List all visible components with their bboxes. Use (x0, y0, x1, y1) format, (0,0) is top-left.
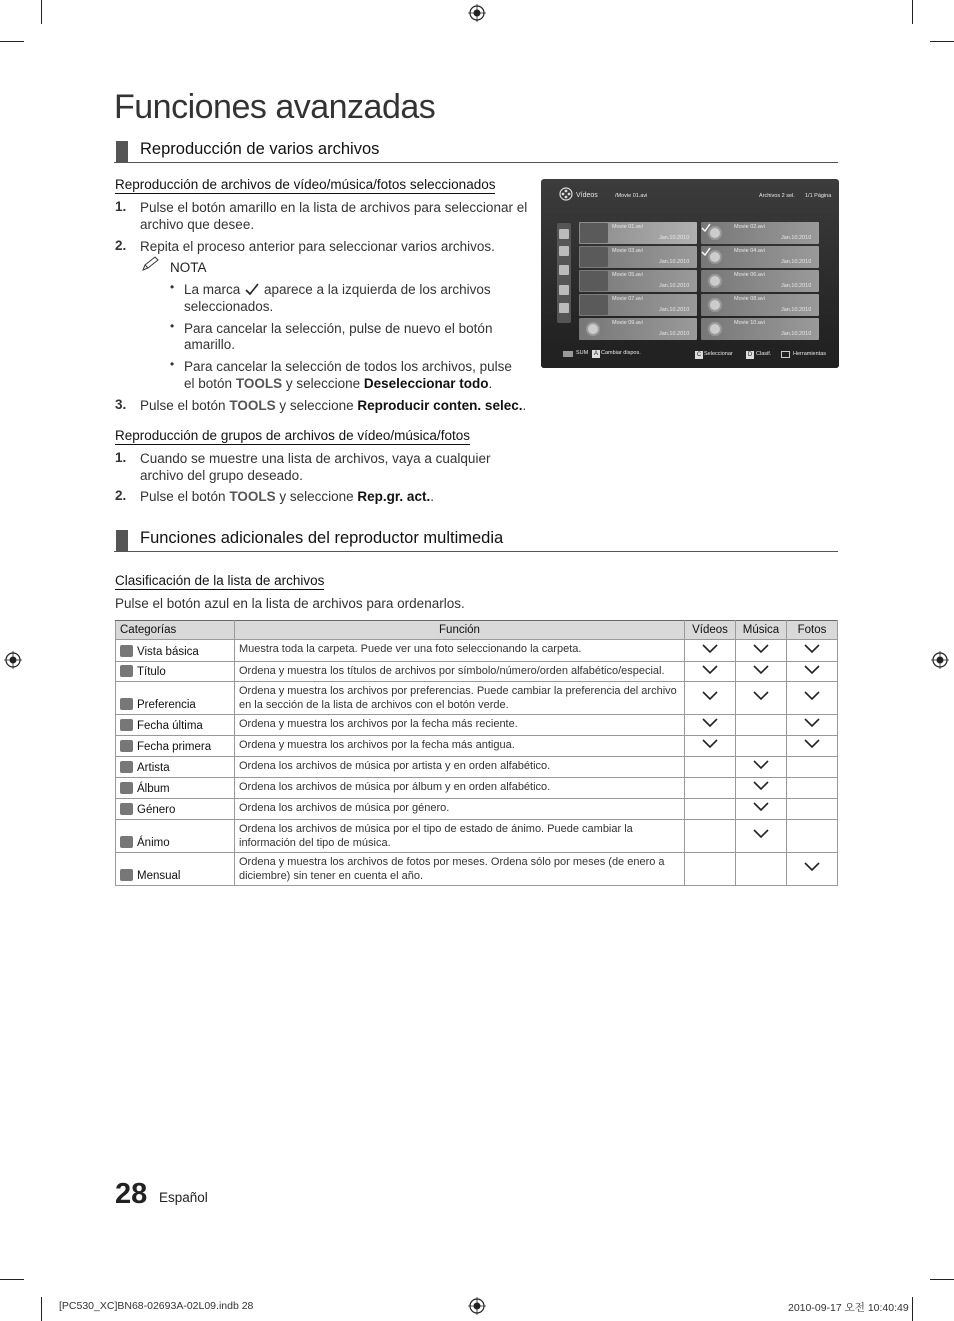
videos-cell (685, 640, 736, 662)
crop-mark (41, 0, 42, 24)
function-cell: Ordena los archivos de música por álbum y en orden alfabético. (235, 778, 685, 799)
function-cell: Ordena y muestra los archivos por preferencias. Puede cambiar la preferencia del archivo en la sección de la lista de archivos con el botón verde. (235, 682, 685, 715)
note-label: NOTA (170, 260, 207, 275)
tv-file-name: Movie 05.avi (612, 272, 643, 278)
section-bar (116, 530, 128, 551)
tv-header-path: /Movie 01.avi (615, 193, 648, 199)
function-cell: Ordena y muestra los archivos por la fecha más reciente. (235, 715, 685, 736)
tv-select: Seleccionar (704, 351, 733, 357)
music-cell (736, 820, 787, 853)
category-label: Ánimo (137, 837, 170, 849)
table-row (116, 853, 838, 886)
crop-mark (930, 1279, 954, 1280)
check-icon (804, 739, 820, 749)
crop-mark (912, 1297, 913, 1321)
category-label: Preferencia (137, 699, 196, 711)
footer-language: Español (159, 1190, 208, 1205)
photos-cell (787, 778, 838, 799)
crop-mark (41, 1297, 42, 1321)
tv-file-name: Movie 08.avi (734, 296, 765, 302)
check-icon (753, 781, 769, 791)
table-header: Música (736, 621, 787, 640)
step-number: 3. (115, 397, 127, 412)
tv-header-selected: Archivos 2 sel. (759, 193, 795, 199)
tv-file-name: Movie 07.avi (612, 296, 643, 302)
subsection-title: Clasificación de la lista de archivos (115, 573, 325, 588)
registration-mark-icon (931, 651, 949, 669)
check-icon (753, 691, 769, 701)
section-title: Funciones adicionales del reproductor multimedia (140, 529, 504, 547)
table-row (116, 640, 838, 662)
folder-icon (559, 229, 569, 239)
film-reel-icon (559, 187, 573, 201)
step-number: 2. (115, 488, 127, 503)
category-cell (116, 853, 235, 886)
videos-cell (685, 778, 736, 799)
section-header (114, 529, 838, 552)
category-icon (120, 761, 133, 773)
step-number: 1. (115, 199, 127, 214)
bullet-icon: • (170, 319, 175, 333)
crop-mark (930, 41, 954, 42)
check-icon (702, 644, 718, 654)
category-icon (120, 740, 133, 752)
title-icon (559, 246, 569, 256)
table-header: Categorías (116, 621, 235, 640)
step-text: Repita el proceso anterior para seleccionar varios archivos. (140, 239, 495, 254)
check-icon (804, 644, 820, 654)
tv-key-d: D (747, 352, 753, 358)
video-thumbnail (580, 247, 608, 267)
section-bar (116, 141, 128, 162)
checkmark-icon (245, 283, 259, 296)
film-reel-icon (586, 322, 600, 336)
check-icon (702, 739, 718, 749)
photos-cell (787, 736, 838, 757)
category-icon (120, 665, 133, 677)
function-cell: Ordena los archivos de música por género. (235, 799, 685, 820)
check-icon (804, 862, 820, 872)
tv-file-name: Movie 02.avi (734, 224, 765, 230)
calendar-icon (559, 285, 569, 295)
check-icon (753, 760, 769, 770)
music-cell (736, 778, 787, 799)
check-icon (753, 665, 769, 675)
category-label: Álbum (137, 783, 170, 795)
crop-mark (0, 41, 24, 42)
category-cell (116, 682, 235, 715)
tools-icon (781, 351, 790, 358)
tv-file-name: Movie 04.avi (734, 248, 765, 254)
function-cell: Ordena y muestra los títulos de archivos por símbolo/número/orden alfabético/especial. (235, 662, 685, 682)
music-cell (736, 853, 787, 886)
tv-tools: Herramientas (793, 351, 827, 357)
music-cell (736, 662, 787, 682)
print-slug-date: 2010-09-17 오전 10:40:49 (788, 1302, 909, 1314)
category-label: Género (137, 804, 176, 816)
videos-cell (685, 757, 736, 778)
tv-file-date: Jan.10.2010 (781, 331, 812, 337)
tv-screenshot (541, 179, 839, 368)
photos-cell (787, 640, 838, 662)
film-reel-icon (708, 322, 722, 336)
step-text: Cuando se muestre una lista de archivos, vaya a cualquier (140, 451, 491, 466)
sum-icon (563, 351, 573, 357)
tv-file-date: Jan.10.2010 (659, 307, 690, 313)
step-text: archivo del grupo deseado. (140, 468, 303, 483)
bullet-text: el botón TOOLS y seleccione Deseleccionar todo. (184, 376, 493, 391)
category-icon (120, 803, 133, 815)
tv-key-a: A (593, 351, 598, 357)
tv-file-date: Jan.10.2010 (781, 235, 812, 241)
music-cell (736, 715, 787, 736)
bullet-text: Para cancelar la selección, pulse de nuevo el botón (184, 321, 493, 336)
function-cell: Ordena los archivos de música por el tipo de estado de ánimo. Puede cambiar la información del tipo de música. (235, 820, 685, 853)
photos-cell (787, 662, 838, 682)
step-text: Pulse el botón TOOLS y seleccione Reproducir conten. selec.. (140, 398, 527, 413)
category-label: Mensual (137, 870, 181, 882)
print-slug-file: [PC530_XC]BN68-02693A-02L09.indb 28 (59, 1300, 254, 1312)
calendar-icon (559, 265, 569, 275)
tv-header-page: 1/1 Página (805, 193, 832, 199)
bullet-text: amarillo. (184, 337, 236, 352)
table-row (116, 682, 838, 715)
table-row (116, 778, 838, 799)
table-row (116, 736, 838, 757)
check-icon (804, 718, 820, 728)
photos-cell (787, 853, 838, 886)
page-title: Funciones avanzadas (114, 88, 436, 126)
step-number: 1. (115, 450, 127, 465)
film-reel-icon (708, 298, 722, 312)
music-cell (736, 682, 787, 715)
tv-file-name: Movie 10.avi (734, 320, 765, 326)
step-number: 2. (115, 238, 127, 253)
category-cell (116, 715, 235, 736)
step-text: Pulse el botón TOOLS y seleccione Rep.gr. act.. (140, 489, 434, 504)
section-title: Reproducción de varios archivos (140, 140, 380, 158)
table-header: Función (235, 621, 685, 640)
step-text: Pulse el botón amarillo en la lista de archivos para seleccionar el (140, 200, 528, 215)
category-label: Artista (137, 762, 170, 774)
tv-file-date: Jan.10.2010 (781, 259, 812, 265)
tv-file-date: Jan.10.2010 (659, 235, 690, 241)
table-header: Fotos (787, 621, 838, 640)
check-icon (702, 691, 718, 701)
check-icon (753, 829, 769, 839)
tv-header-title: Vídeos (576, 192, 598, 199)
videos-cell (685, 682, 736, 715)
music-cell (736, 736, 787, 757)
table-row (116, 799, 838, 820)
table-row (116, 662, 838, 682)
note-pencil-icon (141, 256, 161, 272)
bullet-text: seleccionados. (184, 299, 274, 314)
function-cell: Ordena los archivos de música por artista y en orden alfabético. (235, 757, 685, 778)
videos-cell (685, 820, 736, 853)
category-label: Título (137, 666, 166, 678)
tv-file-name: Movie 01.avi (612, 224, 643, 230)
subsection-title: Reproducción de grupos de archivos de vídeo/música/fotos (115, 428, 470, 443)
intro-text: Pulse el botón azul en la lista de archivos para ordenarlos. (115, 596, 465, 611)
check-icon (702, 665, 718, 675)
section-header (114, 140, 838, 163)
category-cell (116, 662, 235, 682)
music-cell (736, 799, 787, 820)
check-icon (753, 644, 769, 654)
category-cell (116, 757, 235, 778)
tv-sort: Clasif. (756, 351, 772, 357)
check-icon (804, 691, 820, 701)
tv-change-layout: Cambiar dispos. (601, 350, 641, 356)
function-cell: Muestra toda la carpeta. Puede ver una foto seleccionando la carpeta. (235, 640, 685, 662)
tv-file-date: Jan.10.2010 (781, 307, 812, 313)
bullet-icon: • (170, 280, 175, 294)
check-icon (702, 718, 718, 728)
videos-cell (685, 736, 736, 757)
tv-file-date: Jan.10.2010 (659, 331, 690, 337)
page-number: 28 (115, 1178, 148, 1210)
table-row (116, 757, 838, 778)
table-header: Vídeos (685, 621, 736, 640)
videos-cell (685, 853, 736, 886)
crop-mark (912, 0, 913, 24)
videos-cell (685, 799, 736, 820)
category-cell (116, 736, 235, 757)
category-icon (120, 645, 133, 657)
tv-file-date: Jan.10.2010 (659, 259, 690, 265)
category-label: Fecha última (137, 720, 203, 732)
registration-mark-icon (468, 4, 486, 22)
tv-file-date: Jan.10.2010 (659, 283, 690, 289)
photos-cell (787, 799, 838, 820)
category-cell (116, 640, 235, 662)
videos-cell (685, 715, 736, 736)
bullet-icon: • (170, 357, 175, 371)
category-icon (120, 869, 133, 881)
videos-cell (685, 662, 736, 682)
photos-cell (787, 820, 838, 853)
table-row (116, 820, 838, 853)
bullet-text: aparece a la izquierda de los archivos (264, 282, 491, 297)
subsection-title: Reproducción de archivos de vídeo/música/fotos seleccionados (115, 177, 496, 192)
photos-cell (787, 682, 838, 715)
tv-file-name: Movie 09.avi (612, 320, 643, 326)
category-icon (120, 836, 133, 848)
checkmark-icon (701, 223, 711, 232)
tv-key-c: C (696, 352, 702, 358)
category-icon (120, 782, 133, 794)
video-thumbnail (580, 271, 608, 291)
photos-cell (787, 715, 838, 736)
tv-file-name: Movie 06.avi (734, 272, 765, 278)
bullet-text: Para cancelar la selección de todos los archivos, pulse (184, 359, 512, 374)
step-text: archivo que desee. (140, 217, 255, 232)
bullet-text: La marca (184, 282, 241, 297)
crop-mark (0, 1279, 24, 1280)
category-cell (116, 799, 235, 820)
tv-sum: SUM (576, 350, 589, 356)
category-icon (120, 698, 133, 710)
category-cell (116, 820, 235, 853)
tv-file-name: Movie 03.avi (612, 248, 643, 254)
function-cell: Ordena y muestra los archivos de fotos por meses. Ordena sólo por meses (de enero a diciembre) sin tener en cuenta el año. (235, 853, 685, 886)
music-cell (736, 757, 787, 778)
category-icon (120, 719, 133, 731)
film-reel-icon (708, 274, 722, 288)
video-thumbnail (580, 223, 608, 243)
category-label: Fecha primera (137, 741, 212, 753)
music-cell (736, 640, 787, 662)
category-cell (116, 778, 235, 799)
checkmark-icon (701, 247, 711, 256)
star-icon (559, 303, 569, 313)
sort-categories-table (115, 620, 838, 886)
function-cell: Ordena y muestra los archivos por la fecha más antigua. (235, 736, 685, 757)
video-thumbnail (580, 295, 608, 315)
check-icon (804, 665, 820, 675)
photos-cell (787, 757, 838, 778)
check-icon (753, 802, 769, 812)
category-label: Vista básica (137, 646, 199, 658)
table-row (116, 715, 838, 736)
registration-mark-icon (4, 651, 22, 669)
tv-file-date: Jan.10.2010 (781, 283, 812, 289)
registration-mark-icon (468, 1297, 486, 1315)
